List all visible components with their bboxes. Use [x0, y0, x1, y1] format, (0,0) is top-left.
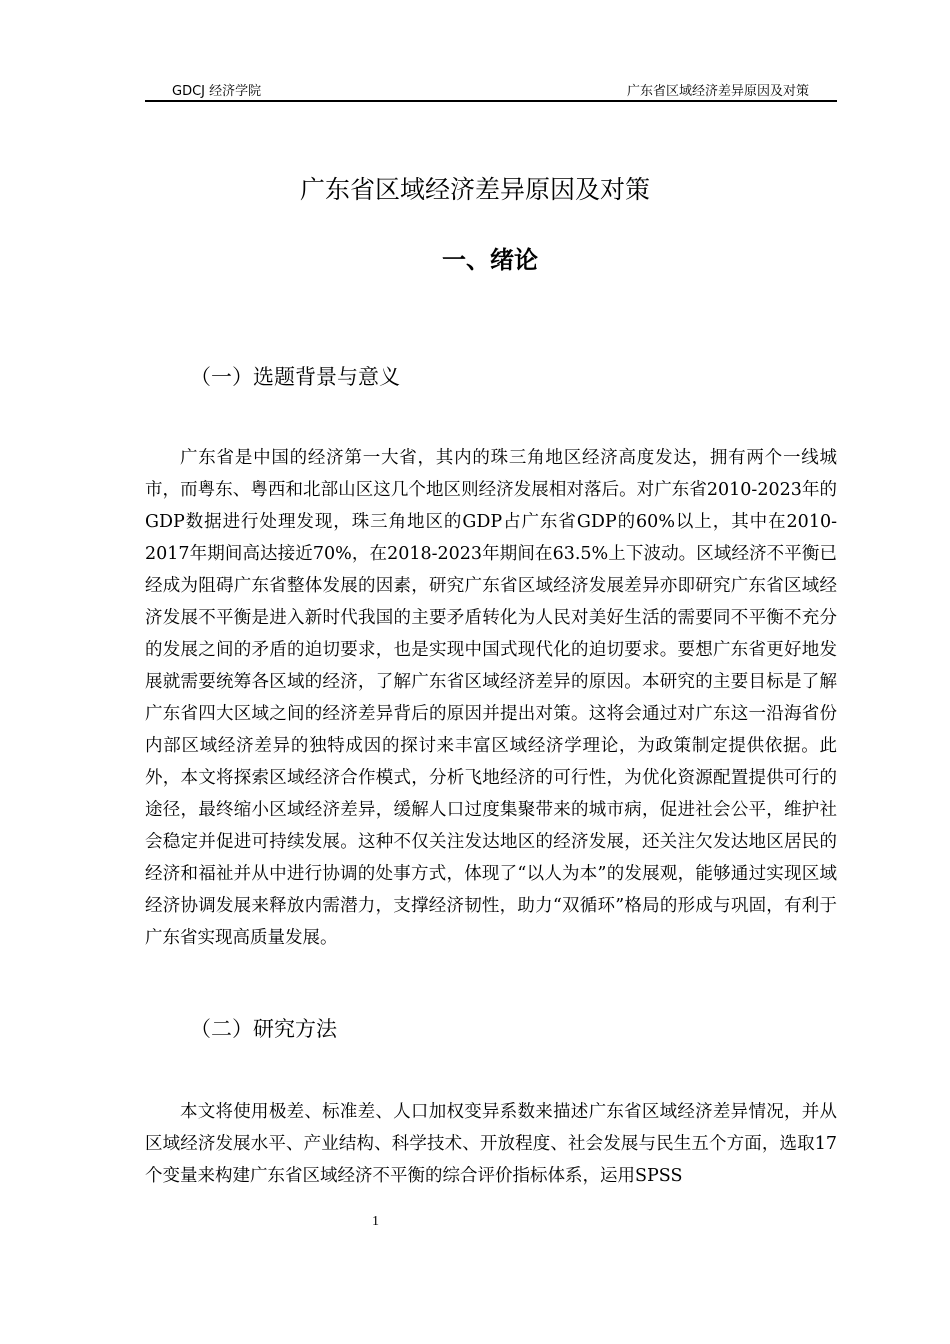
header-right-text: 广东省区域经济差异原因及对策 — [626, 84, 809, 99]
document-title: 广东省区域经济差异原因及对策 — [299, 175, 650, 204]
section-heading-methods: （二）研究方法 — [190, 1017, 337, 1041]
chapter-heading: 一、绪论 — [442, 246, 538, 274]
page-header — [145, 78, 837, 102]
page-number: 1 — [372, 1214, 379, 1229]
paragraph-background: 广东省是中国的经济第一大省，其内的珠三角地区经济高度发达，拥有两个一线城市，而粤东、粤西和北部山区这几个地区则经济发展相对落后。对广东省2010-2023年的GDP数据进行处理发现，珠三角地区的GDP占广东省GDP的60%以上，其中在2010-2017年期间高达接近70%，在2018-2023年期间在63.5%上下波动。区域经济不平衡已经成为阻碍广东省整体发展的因素，研究广东省区域经济发展差异亦即研究广东省区域经济发展不平衡是进入新时代我国的主要矛盾转化为人民对美好生活的需要同不平衡不充分的发展之间的矛盾的迫切要求，也是实现中国式现代化的迫切要求。要想广东省更好地发展就需要统筹各区域的经济，了解广东省区域经济差异的原因。本研究的主要目标是了解广东省四大区域之间的经济差异背后的原因并提出对策。这将会通过对广东这一沿海省份内部区域经济差异的独特成因的探讨来丰富区域经济学理论，为政策制定提供依据。此外，本文将探索区域经济合作模式，分析飞地经济的可行性，为优化资源配置提供可行的途径，最终缩小区域经济差异，缓解人口过度集聚带来的城市病，促进社会公平，维护社会稳定并促进可持续发展。这种不仅关注发达地区的经济发展，还关注欠发达地区居民的经济和福祉并从中进行协调的处事方式，体现了“以人为本”的发展观，能够通过实现区域经济协调发展来释放内需潜力，支撑经济韧性，助力“双循环”格局的形成与巩固，有利于广东省实现高质量发展。 — [145, 448, 837, 948]
paragraph-methods: 本文将使用极差、标准差、人口加权变异系数来描述广东省区域经济差异情况，并从区域经济发展水平、产业结构、科学技术、开放程度、社会发展与民生五个方面，选取17个变量来构建广东省区域经济不平衡的综合评价指标体系，运用SPSS — [145, 1102, 837, 1186]
header-left-text: GDCJ 经济学院 — [172, 84, 262, 99]
section-heading-background: （一）选题背景与意义 — [190, 365, 400, 389]
